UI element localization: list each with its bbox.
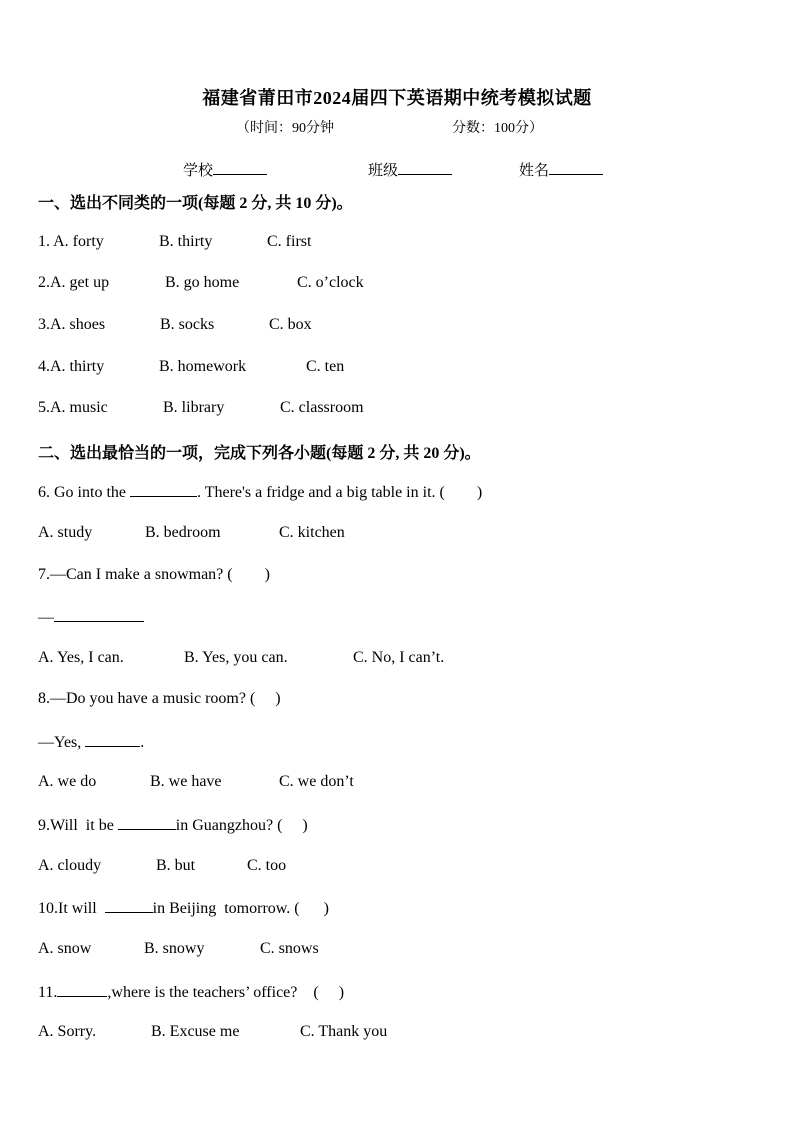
q11-answer-blank	[57, 982, 107, 997]
q5-option-a: 5.A. music	[38, 399, 108, 416]
q11-stem-end: ,where is the teachers’ office? ( )	[107, 984, 345, 1001]
exam-score: 分数：100分）	[452, 121, 543, 136]
q10-stem-start: 10.It will	[38, 900, 105, 917]
q8-reply-end: .	[140, 734, 145, 751]
q3-option-c: C. box	[269, 316, 312, 333]
q5-option-c: C. classroom	[280, 399, 364, 416]
q11-option-c: C. Thank you	[300, 1023, 388, 1040]
class-field	[368, 159, 452, 180]
school-blank	[213, 160, 267, 175]
q11-option-b: B. Excuse me	[151, 1023, 240, 1040]
section1-heading: 一、选出不同类的一项(每题 2 分, 共 10 分)。	[38, 195, 353, 212]
q4-option-a: 4.A. thirty	[38, 358, 105, 375]
exam-title: 福建省莆田市2024届四下英语期中统考模拟试题	[202, 88, 592, 108]
q11-stem-start: 11.	[38, 984, 58, 1001]
q9-stem-end: in Guangzhou? ( )	[175, 817, 308, 834]
q8-stem: 8.—Do you have a music room? ( )	[38, 690, 281, 707]
name-field	[519, 159, 603, 180]
q6-stem-end: . There's a fridge and a big table in it. ( )	[197, 484, 483, 501]
q10-option-b: B. snowy	[144, 940, 205, 957]
q6-stem	[38, 482, 482, 502]
q1-option-b: B. thirty	[159, 233, 213, 250]
q6-option-c: C. kitchen	[279, 524, 345, 541]
q11-option-a: A. Sorry.	[38, 1023, 97, 1040]
q2-option-c: C. o’clock	[297, 274, 364, 291]
q9-answer-blank	[118, 815, 176, 830]
q2-option-b: B. go home	[165, 274, 240, 291]
q6-option-a: A. study	[38, 524, 93, 541]
q9-stem-start: 9.Will it be	[38, 817, 118, 834]
q4-option-c: C. ten	[306, 358, 345, 375]
q10-option-c: C. snows	[260, 940, 319, 957]
name-blank	[549, 160, 603, 175]
q10-stem-end: in Beijing tomorrow. ( )	[152, 900, 329, 917]
q10-answer-blank	[105, 898, 153, 913]
q9-option-c: C. too	[247, 857, 287, 874]
q8-answer-blank	[85, 732, 140, 747]
q10-option-a: A. snow	[38, 940, 92, 957]
q7-dash: —	[38, 609, 54, 626]
q7-option-c: C. No, I can’t.	[353, 649, 445, 666]
q7-option-a: A. Yes, I can.	[38, 649, 124, 666]
q5-option-b: B. library	[163, 399, 225, 416]
q8-option-a: A. we do	[38, 773, 97, 790]
q6-answer-blank	[130, 482, 197, 497]
q9-stem	[38, 815, 308, 835]
school-field	[183, 159, 267, 180]
class-blank	[398, 160, 452, 175]
q7-option-b: B. Yes, you can.	[184, 649, 288, 666]
q4-option-b: B. homework	[159, 358, 247, 375]
section2-heading: 二、选出最恰当的一项，完成下列各小题(每题 2 分, 共 20 分)。	[38, 445, 481, 462]
q9-option-b: B. but	[156, 857, 196, 874]
q3-option-a: 3.A. shoes	[38, 316, 106, 333]
q1-option-a: 1. A. forty	[38, 233, 104, 250]
q6-option-b: B. bedroom	[145, 524, 221, 541]
q8-reply	[38, 732, 144, 752]
q7-reply	[38, 607, 144, 627]
exam-time: （时间：90分钟	[236, 121, 334, 136]
q3-option-b: B. socks	[160, 316, 215, 333]
q8-reply-start: —Yes,	[38, 734, 86, 751]
q9-option-a: A. cloudy	[38, 857, 102, 874]
q1-option-c: C. first	[267, 233, 312, 250]
q2-option-a: 2.A. get up	[38, 274, 110, 291]
q8-option-b: B. we have	[150, 773, 222, 790]
q6-stem-start: 6. Go into the	[38, 484, 130, 501]
q11-stem	[38, 982, 344, 1002]
class-label: 班级	[368, 163, 399, 179]
school-label: 学校	[183, 163, 214, 179]
q7-stem: 7.—Can I make a snowman? ( )	[38, 566, 270, 583]
q10-stem	[38, 898, 329, 918]
q8-option-c: C. we don’t	[279, 773, 354, 790]
q7-answer-blank	[54, 607, 144, 622]
name-label: 姓名	[519, 163, 550, 179]
